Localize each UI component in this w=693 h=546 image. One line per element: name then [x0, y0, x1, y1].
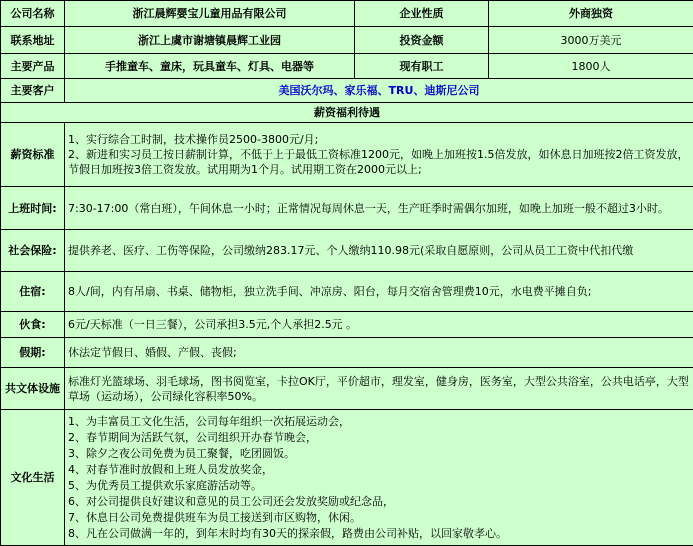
culture-line-8: 8、凡在公司做满一年的，到年末时均有30天的探亲假，路费由公司补贴，以回家敬孝心。	[68, 526, 690, 542]
culture-label: 文化生活	[1, 410, 65, 546]
benefits-table	[0, 122, 693, 546]
culture-line-5: 5、为优秀员工提供欢乐家庭游活动等。	[68, 478, 690, 494]
housing-label: 住宿:	[1, 272, 65, 312]
facilities-label: 共文体设施	[1, 368, 65, 410]
culture-line-3: 3、除夕之夜公司免费为员工聚餐，吃团圆饭。	[68, 446, 690, 462]
customers-label: 主要客户	[1, 79, 65, 103]
culture-line-7: 7、休息日公司免费提供班车为员工接送到市区购物，休闲。	[68, 510, 690, 526]
company-info-table	[0, 0, 693, 123]
company-nature-label: 企业性质	[355, 1, 489, 27]
housing-content: 8人/间，内有吊扇、书桌、储物柜，独立洗手间、冲凉房、阳台，每月交宿舍管理费10元，水电费平摊自负;	[65, 272, 693, 312]
hours-label: 上班时间:	[1, 187, 65, 230]
salary-label: 薪资标准	[1, 123, 65, 187]
customers-value: 美国沃尔玛、家乐福、TRU、迪斯尼公司	[65, 79, 693, 103]
culture-line-4: 4、对春节准时放假和上班人员发放奖金，	[68, 462, 690, 478]
culture-line-2: 2、春节期间为活跃气氛，公司组织开办春节晚会，	[68, 430, 690, 446]
leave-content: 休法定节假日、婚假、产假、丧假;	[65, 338, 693, 368]
company-nature-value: 外商独资	[489, 1, 693, 27]
leave-label: 假期:	[1, 338, 65, 368]
salary-line-2: 2、新进和实习员工按日薪制计算，不低于上于最低工资标准1200元，如晚上加班按1.5倍发放，如休息日加班按2倍工资发放，节假日加班按3倍工资发放。试用期为1个月。试用期工资在2000元以上;	[68, 147, 690, 177]
salary-line-1: 1、实行综合工时制，技术操作员2500-3800元/月;	[68, 132, 690, 147]
company-name-value: 浙江晨辉婴宝儿童用品有限公司	[65, 1, 355, 27]
staff-label: 现有职工	[355, 54, 489, 79]
facilities-content: 标准灯光篮球场、羽毛球场，图书阅览室，卡拉OK厅，平价超市，理发室，健身房，医务室，大型公共浴室，公共电话亭，大型草场（运动场），公司绿化容积率50%。	[65, 368, 693, 410]
culture-line-6: 6、对公司提供良好建议和意见的员工公司还会发放奖励或纪念品，	[68, 494, 690, 510]
hours-content: 7:30-17:00（常白班），午间休息一小时；正常情况每周休息一天，生产旺季时需偶尔加班，如晚上加班一般不超过3小时。	[65, 187, 693, 230]
address-label: 联系地址	[1, 27, 65, 54]
culture-line-1: 1、为丰富员工文化生活，公司每年组织一次拓展运动会，	[68, 414, 690, 430]
company-name-label: 公司名称	[1, 1, 65, 27]
insurance-label: 社会保险:	[1, 230, 65, 272]
products-value: 手推童车、童床，玩具童车、灯具、电器等	[65, 54, 355, 79]
staff-value: 1800人	[489, 54, 693, 79]
section-title: 薪资福利待遇	[1, 103, 693, 123]
investment-value: 3000万美元	[489, 27, 693, 54]
address-value: 浙江上虞市谢塘镇晨辉工业园	[65, 27, 355, 54]
culture-content	[65, 410, 693, 546]
salary-content	[65, 123, 693, 187]
insurance-content: 提供养老、医疗、工伤等保险，公司缴纳283.17元、个人缴纳110.98元(采取自愿原则，公司从员工工资中代扣代缴	[65, 230, 693, 272]
meals-label: 伙食:	[1, 312, 65, 338]
meals-content: 6元/天标准（一日三餐），公司承担3.5元,个人承担2.5元 。	[65, 312, 693, 338]
investment-label: 投资金额	[355, 27, 489, 54]
products-label: 主要产品	[1, 54, 65, 79]
